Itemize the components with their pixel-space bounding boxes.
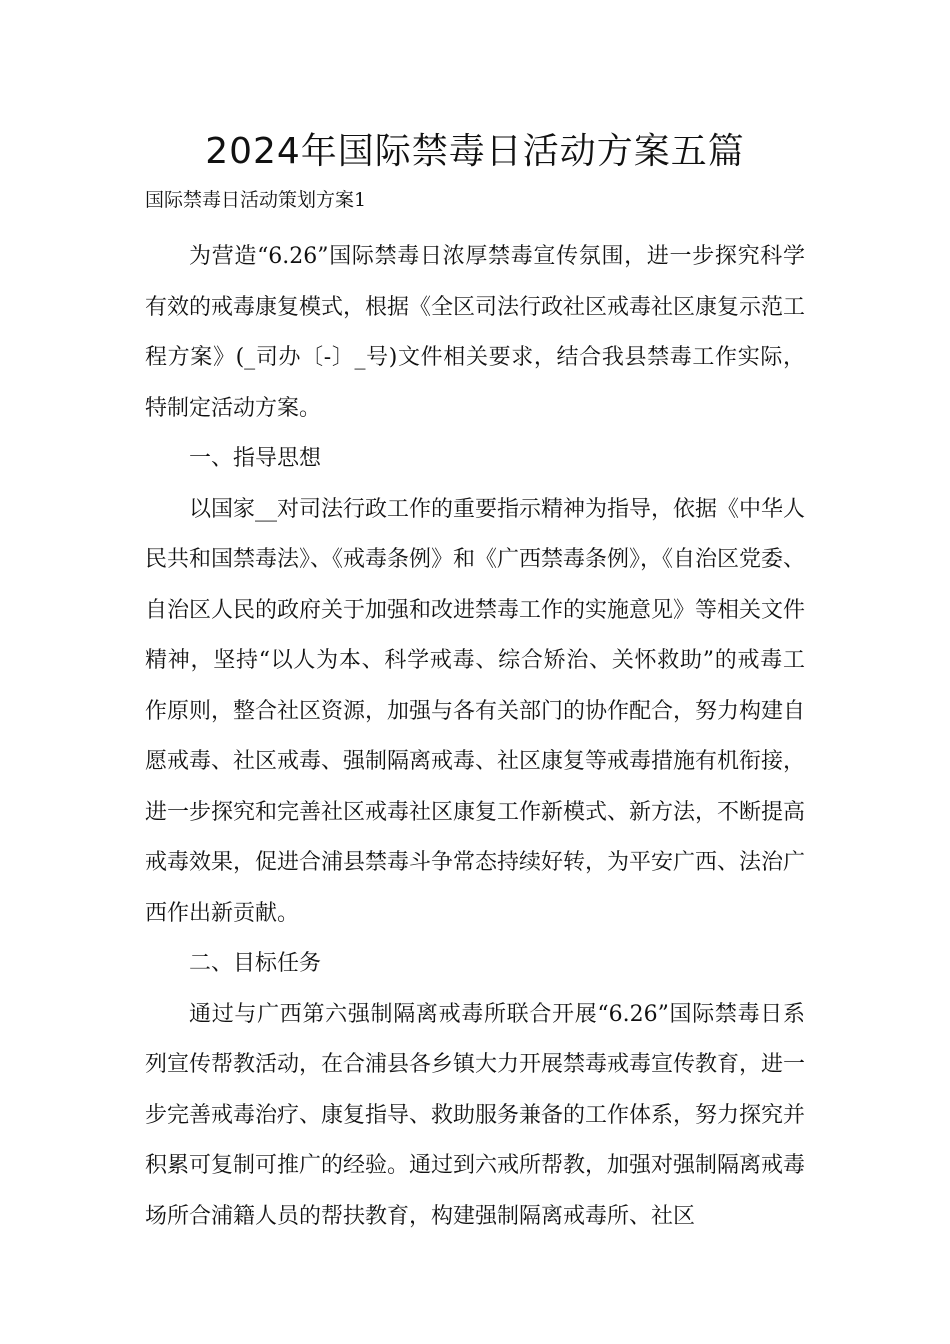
document-title: 2024年国际禁毒日活动方案五篇	[205, 131, 745, 172]
paragraph-intro: 为营造“6.26”国际禁毒日浓厚禁毒宣传氛围，进一步探究科学有效的戒毒康复模式，根据《全区司法行政社区戒毒社区康复示范工程方案》(_司办〔-〕_号)文件相关要求，结合我县禁毒工作实际，特制定活动方案。	[145, 244, 806, 421]
document-body	[145, 232, 805, 1242]
paragraph-goals-tasks: 通过与广西第六强制隔离戒毒所联合开展“6.26”国际禁毒日系列宣传帮教活动，在合浦县各乡镇大力开展禁毒戒毒宣传教育，进一步完善戒毒治疗、康复指导、救助服务兼备的工作体系，努力探究并积累可复制可推广的经验。通过到六戒所帮教，加强对强制隔离戒毒场所合浦籍人员的帮扶教育，构建强制隔离戒毒所、社区	[145, 1001, 806, 1229]
heading-guiding-ideology: 一、指导思想	[189, 446, 322, 471]
section-title: 国际禁毒日活动策划方案1	[145, 189, 367, 211]
heading-goals-tasks: 二、目标任务	[189, 951, 322, 976]
paragraph-guiding-ideology: 以国家__对司法行政工作的重要指示精神为指导，依据《中华人民共和国禁毒法》、《戒毒条例》和《广西禁毒条例》，《自治区党委、自治区人民的政府关于加强和改进禁毒工作的实施意见》等相关文件精神，坚持“以人为本、科学戒毒、综合矫治、关怀救助”的戒毒工作原则，整合社区资源，加强与各有关部门的协作配合，努力构建自愿戒毒、社区戒毒、强制隔离戒毒、社区康复等戒毒措施有机衔接，进一步探究和完善社区戒毒社区康复工作新模式、新方法，不断提高戒毒效果，促进合浦县禁毒斗争常态持续好转，为平安广西、法治广西作出新贡献。	[145, 496, 806, 926]
